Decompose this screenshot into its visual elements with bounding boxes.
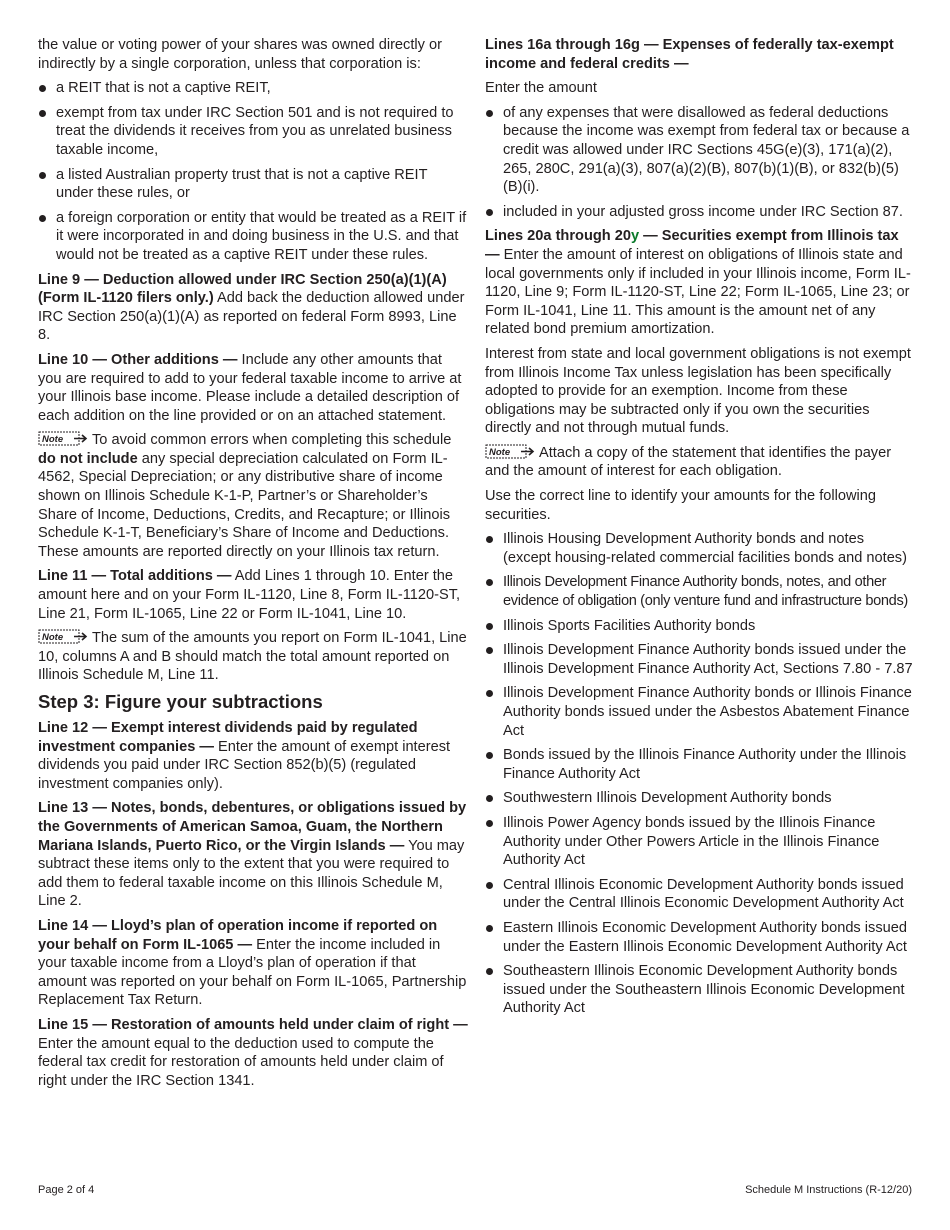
list-item: Southwestern Illinois Development Authority bonds xyxy=(485,789,915,808)
line13-paragraph xyxy=(38,799,468,911)
note3-paragraph xyxy=(485,444,915,481)
list-item: a listed Australian property trust that is not a captive REIT under these rules, or xyxy=(38,166,468,203)
line20-heading-b: — Securities exempt from Illinois tax — xyxy=(485,228,899,263)
page-number: Page 2 of 4 xyxy=(38,1184,95,1196)
note-label: Note xyxy=(489,446,511,458)
list-item: Illinois Development Finance Authority bonds or Illinois Finance Authority bonds issued under the Asbestos Abatement Finance Act xyxy=(485,684,915,740)
line12-heading: Line 12 — Exempt interest dividends paid by regulated investment companies — xyxy=(38,720,418,755)
line15-paragraph xyxy=(38,1016,468,1090)
list-item: Central Illinois Economic Development Authority bonds issued under the Central Illinois Economic Development Authority Act xyxy=(485,876,915,913)
note-icon xyxy=(38,629,88,644)
line20-heading-y: y xyxy=(630,228,640,245)
intro-paragraph: the value or voting power of your shares was owned directly or indirectly by a single corporation, unless that corporation is: xyxy=(38,37,442,72)
list-item: exempt from tax under IRC Section 501 and is not required to treat the dividends it receives from you as unrelated business taxable income, xyxy=(38,104,468,160)
list-item: Illinois Development Finance Authority bonds issued under the Illinois Development Finance Authority Act, Sections 7.80 - 7.87 xyxy=(485,641,915,678)
list-item: Illinois Housing Development Authority bonds and notes (except housing-related commercial facilities bonds and notes) xyxy=(485,530,915,567)
step3-heading: Step 3: Figure your subtractions xyxy=(38,691,323,712)
note-icon xyxy=(38,431,88,446)
line9-text: Add back the deduction allowed under IRC Section 250(a)(1)(A) as reported on federal Form 8993, Line 8. xyxy=(38,290,465,344)
note2-text: The sum of the amounts you report on Form IL-1041, Line 10, columns A and B should match the total amount reported on Illinois Schedule M, Line 11. xyxy=(38,630,467,684)
line9-paragraph xyxy=(38,271,468,345)
line11-paragraph xyxy=(38,567,468,623)
note-icon xyxy=(485,444,535,459)
line20-text: Enter the amount of interest on obligations of Illinois state and local governments only if included in your Illinois income, Form IL-1120, Line 9; Form IL-1120-ST, Line 22; Form IL-1065, Line 23; or Form IL-1041, Line 11. This amount is the amount net of any related bond premium amortization. xyxy=(485,246,911,338)
form-identifier: Schedule M Instructions (R-12/20) xyxy=(745,1184,912,1196)
reit-list xyxy=(38,79,468,264)
left-column xyxy=(38,36,468,1096)
line10-paragraph xyxy=(38,351,468,425)
use-line-paragraph: Use the correct line to identify your amounts for the following securities. xyxy=(485,488,876,523)
list-item: Illinois Development Finance Authority bonds, notes, and other evidence of obligation (only venture fund and infrastructure bonds) xyxy=(485,573,915,610)
line10-text: Include any other amounts that you are required to add to your federal taxable income to arrive at your Illinois base income. Please include a detailed description of each addition on the line provided or on an attached statement. xyxy=(38,351,462,424)
list-item: Eastern Illinois Economic Development Authority bonds issued under the Eastern Illinois Economic Development Authority Act xyxy=(485,919,915,956)
line16-list xyxy=(485,104,915,222)
note3-text: Attach a copy of the statement that identifies the payer xyxy=(539,444,892,461)
list-item: Illinois Sports Facilities Authority bonds xyxy=(485,617,915,636)
interest-paragraph: Interest from state and local government obligations is not exempt from Illinois Income Tax unless legislation has been specifically adopted to provide for an exemption. Income from these obligations may be subtracted only if you own the securities directly and not through mutual funds. xyxy=(485,345,911,437)
line10-heading: Line 10 — Other additions — xyxy=(38,351,238,368)
line15-text: Enter the amount equal to the deduction used to compute the federal tax credit for restoration of amounts held under claim of right under the IRC Section 1341. xyxy=(38,1035,444,1089)
list-item: Bonds issued by the Illinois Finance Authority under the Illinois Finance Authority Act xyxy=(485,746,915,783)
line12-paragraph xyxy=(38,719,468,793)
right-column xyxy=(485,36,915,1024)
line13-heading: Line 13 — Notes, bonds, debentures, or obligations issued by the Governments of American Samoa, Guam, the Northern Mariana Islands, Puerto Rico, or the Virgin Islands — xyxy=(38,800,467,854)
line12-text: Enter the amount of exempt interest dividends you paid under IRC Section 852(b)(5) (regulated investment companies only). xyxy=(38,738,451,792)
note-label: Note xyxy=(42,632,64,644)
list-item: a REIT that is not a captive REIT, xyxy=(38,79,468,98)
line9-heading: Line 9 — Deduction allowed under IRC Section 250(a)(1)(A) (Form IL-1120 filers only.) xyxy=(38,271,447,307)
line16-heading: Lines 16a through 16g — Expenses of federally tax-exempt income and federal credits — xyxy=(485,37,894,72)
note-label: Note xyxy=(42,434,64,446)
line14-paragraph xyxy=(38,917,468,1010)
securities-list xyxy=(485,530,915,1018)
line14-text: Enter the income included in your taxable income from a Lloyd’s plan of operation if that amount was reported on your behalf on Form IL-1065, Partnership Replacement Tax Return. xyxy=(38,936,467,1009)
line11-heading: Line 11 — Total additions — xyxy=(38,568,232,585)
list-item: of any expenses that were disallowed as federal deductions because the income was exempt from federal tax or because a credit was allowed under IRC Sections 45G(e)(3), 171(a)(2), 265, 280C, 291(a)(3), 807(a)(2)(B), 807(b)(1)(B), or 832(b)(5)(B)(i). xyxy=(485,104,915,197)
list-item: Illinois Power Agency bonds issued by the Illinois Finance Authority under Other Powers Article in the Illinois Finance Authority Act xyxy=(485,814,915,870)
line20-paragraph xyxy=(485,227,915,339)
line13-text: You may subtract these items only to the extent that you were required to add them to federal taxable income on this Illinois Schedule M, Line 2. xyxy=(38,837,465,910)
line16-heading-paragraph xyxy=(485,36,915,73)
note1-paragraph xyxy=(38,431,468,561)
line15-heading: Line 15 — Restoration of amounts held under claim of right — xyxy=(38,1016,468,1033)
note1-text: To avoid common errors when completing this schedule xyxy=(92,432,452,449)
note1-emphasis: do not include xyxy=(38,450,138,467)
list-item: included in your adjusted gross income under IRC Section 87. xyxy=(485,203,915,222)
line20-heading-a: Lines 20a through 20 xyxy=(485,228,631,245)
line16-enter: Enter the amount xyxy=(485,80,597,97)
list-item: Southeastern Illinois Economic Development Authority bonds issued under the Southeastern Illinois Economic Development Authority Act xyxy=(485,962,915,1018)
list-item: a foreign corporation or entity that would be treated as a REIT if it were incorporated in and doing business in the U.S. and that would not be treated as a captive REIT under these rules. xyxy=(38,209,468,265)
note3-text-cont: and the amount of interest for each obligation. xyxy=(485,463,782,480)
note1-text-cont: any special depreciation calculated on Form IL-4562, Special Depreciation; or any distributive share of income shown on Illinois Schedule K-1-P, Partner’s or Shareholder’s Share of Income, Deductions, Credits, and Recapture; or Illinois Schedule K-1-T, Beneficiary’s Share of Income and Deductions. These amounts are reported directly on your Illinois tax return. xyxy=(38,450,451,560)
note2-paragraph xyxy=(38,629,468,685)
line11-text: Add Lines 1 through 10. Enter the amount here and on your Form IL-1120, Line 8, Form IL-1120-ST, Line 21, Form IL-1065, Line 22 or Form IL-1041, Line 10. xyxy=(38,568,461,622)
line14-heading: Line 14 — Lloyd’s plan of operation income if reported on your behalf on Form IL-1065 — xyxy=(38,917,438,953)
